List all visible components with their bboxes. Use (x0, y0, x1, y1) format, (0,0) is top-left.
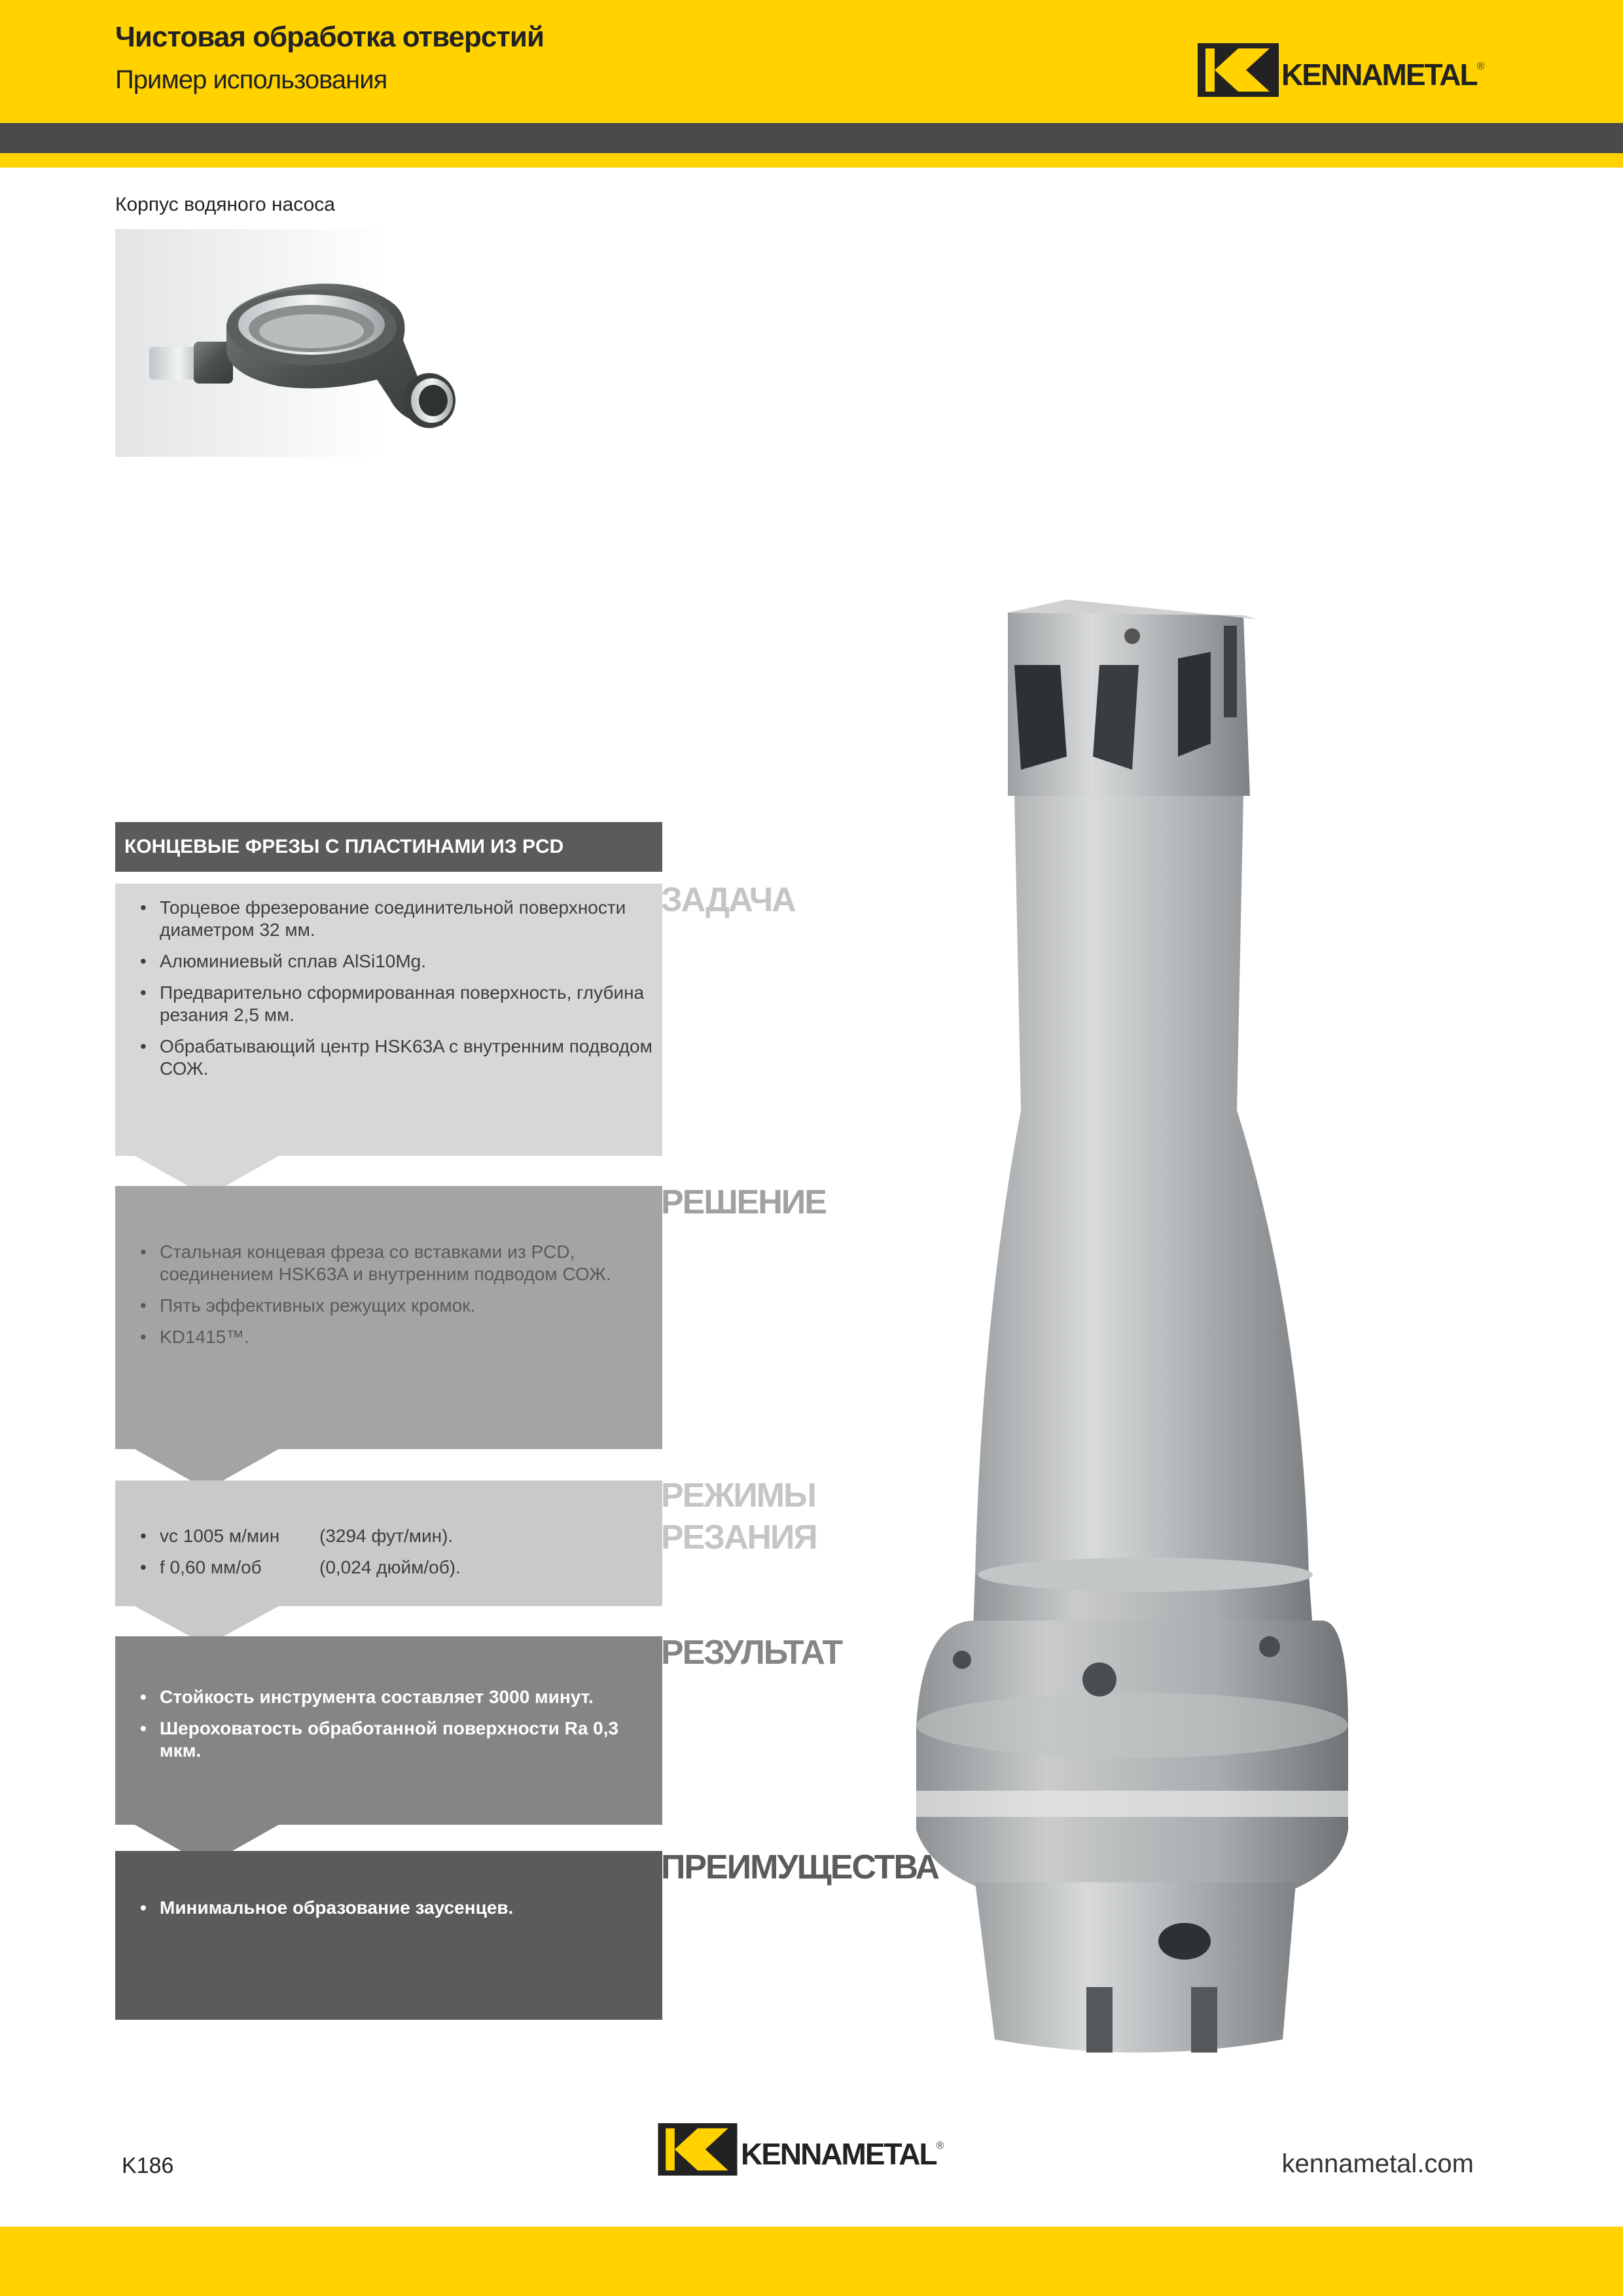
task-label: ЗАДАЧА (661, 881, 795, 919)
cutting-data-label-line2: РЕЗАНИЯ (661, 1518, 817, 1556)
benefits-label: ПРЕИМУЩЕСТВА (661, 1848, 938, 1886)
solution-item: • Стальная концевая фреза со вставками из PCD, соединением HSK63A и внутренним подводом СОЖ. (115, 1241, 662, 1285)
cutting-data-label-line1: РЕЖИМЫ (661, 1477, 815, 1515)
solution-item: • KD1415™. (115, 1326, 662, 1348)
task-item: • Обрабатывающий центр HSK63A с внутренним подводом СОЖ. (115, 1035, 662, 1080)
task-item: • Торцевое фрезерование соединительной поверхности диаметром 32 мм. (115, 897, 662, 941)
pcd-end-mill-image (903, 600, 1361, 2066)
cutting-speed-imperial: (3294 фут/мин). (319, 1526, 454, 1546)
cutting-row (115, 1556, 662, 1579)
result-label: РЕЗУЛЬТАТ (661, 1634, 842, 1672)
result-block (115, 1636, 662, 1826)
page-title: Чистовая обработка отверстий (115, 21, 544, 53)
cutting-data-block (115, 1480, 662, 1607)
header-stripe (0, 123, 1623, 153)
cutting-row (115, 1525, 662, 1547)
cutting-speed-metric: • vc 1005 м/мин (160, 1526, 280, 1546)
feed-metric: • f 0,60 мм/об (160, 1557, 262, 1577)
solution-item: • Пять эффективных режущих кромок. (115, 1295, 662, 1317)
header-logo: KENNAMETAL ® (1198, 43, 1484, 97)
website-link[interactable]: kennametal.com (1281, 2149, 1474, 2178)
footer-logo: KENNAMETAL ® (657, 2123, 944, 2176)
part-caption: Корпус водяного насоса (115, 194, 335, 215)
page-subtitle: Пример использования (115, 65, 387, 94)
benefits-block (115, 1851, 662, 2020)
solution-block (115, 1186, 662, 1450)
task-item: • Предварительно сформированная поверхность, глубина резания 2,5 мм. (115, 982, 662, 1026)
task-block (115, 884, 662, 1157)
result-item: • Шероховатость обработанной поверхности Ra 0,3 мкм. (115, 1717, 662, 1762)
water-pump-housing-image (115, 229, 530, 457)
page-number: K186 (122, 2153, 174, 2178)
logo-wordmark: KENNAMETAL (741, 2137, 936, 2171)
panel-title: КОНЦЕВЫЕ ФРЕЗЫ С ПЛАСТИНАМИ ИЗ PCD (115, 822, 662, 872)
header-stripe-yellow (0, 153, 1623, 168)
solution-label: РЕШЕНИЕ (661, 1183, 826, 1221)
logo-wordmark: KENNAMETAL (1281, 58, 1477, 92)
feed-imperial: (0,024 дюйм/об). (319, 1557, 461, 1577)
benefit-item: • Минимальное образование заусенцев. (115, 1897, 662, 1919)
kennametal-logo-icon (657, 2123, 738, 2176)
task-item: • Алюминиевый сплав AlSi10Mg. (115, 950, 662, 973)
kennametal-logo-icon (1198, 43, 1279, 97)
footer-band (0, 2227, 1623, 2296)
result-item: • Стойкость инструмента составляет 3000 минут. (115, 1686, 662, 1708)
